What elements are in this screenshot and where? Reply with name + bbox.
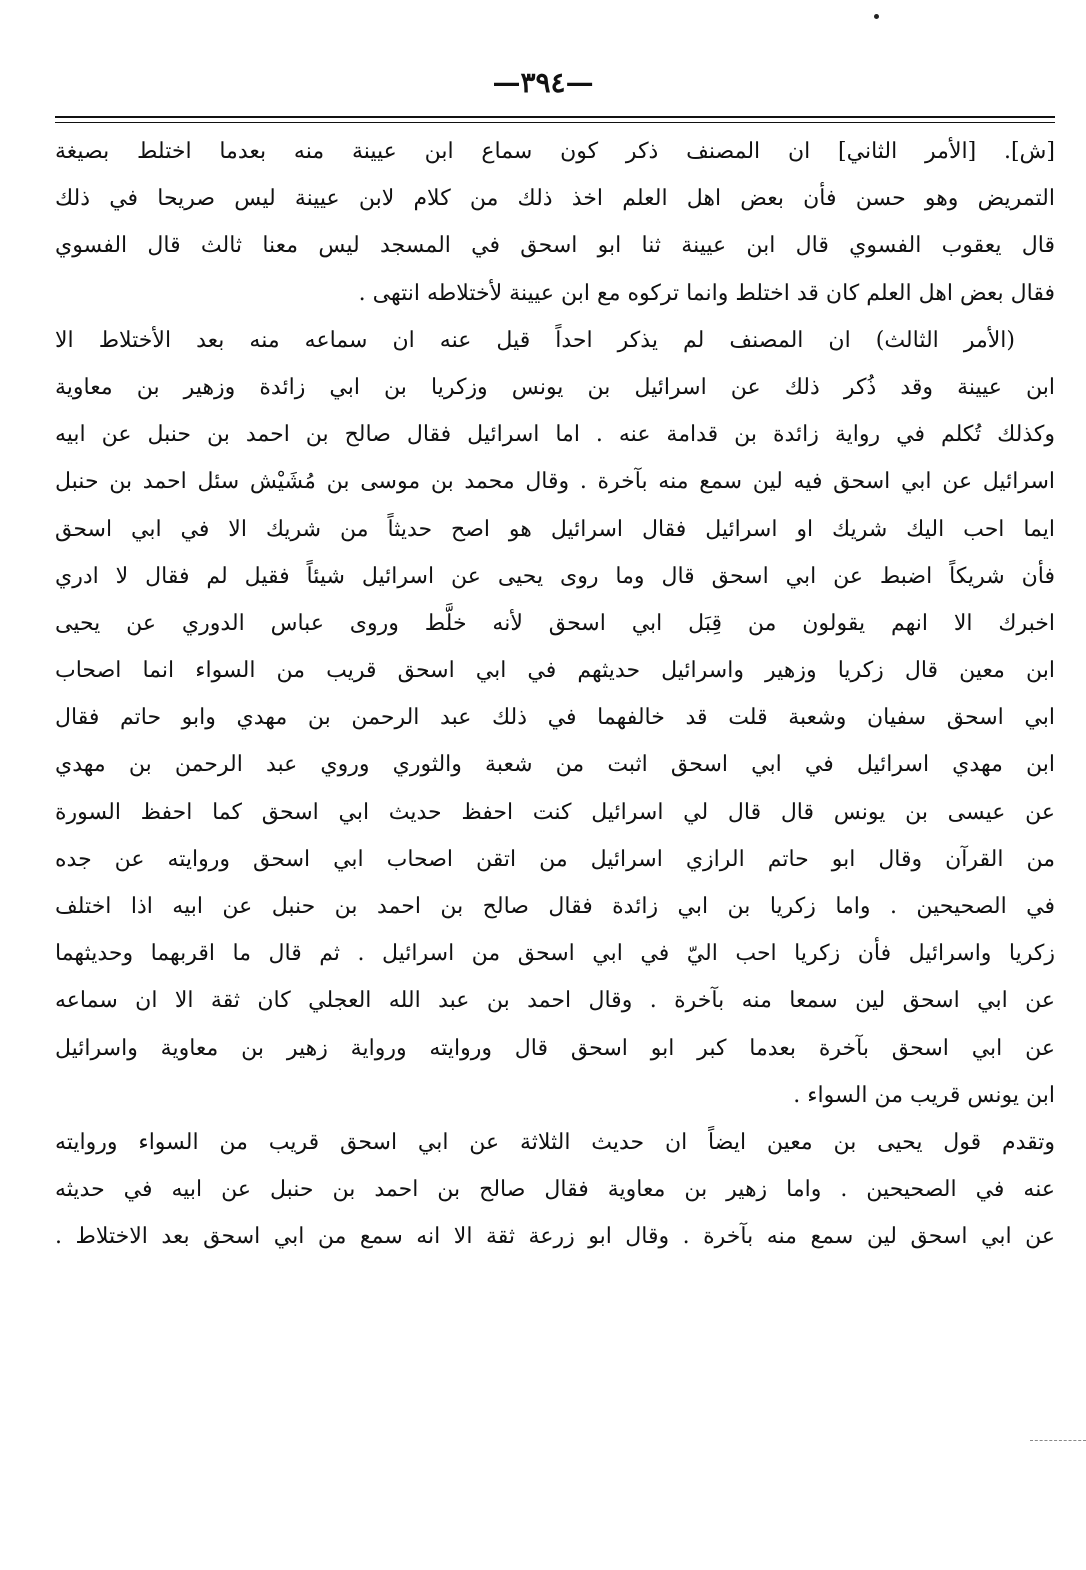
text-line: ابن معين قال زكريا وزهير واسرائيل حديثهم في ابي اسحق قريب من السواء انما اصحاب	[55, 658, 1055, 684]
text-line: وكذلك تُكلم في رواية زائدة بن قدامة عنه . اما اسرائيل فقال صالح بن احمد بن حنبل عن ابيه	[55, 422, 1055, 448]
text-line: التمريض وهو حسن فأن بعض اهل العلم اخذ ذلك من كلام لابن عيينة ليس صريحا في ذلك	[55, 186, 1055, 212]
text-line: قال يعقوب الفسوي قال ابن عيينة ثنا ابو اسحق في المسجد ليس معنا ثالث قال الفسوي	[55, 233, 1055, 259]
text-line: من القرآن وقال ابو حاتم الرازي اسرائيل من اتقن اصحاب ابي اسحق وروايته عن جده	[55, 846, 1055, 872]
header-rule-thin	[55, 122, 1055, 123]
text-line: عن ابي اسحق لين سمع منه بآخرة . وقال ابو زرعة ثقة الا انه سمع من ابي اسحق بعد الاختلاط .	[55, 1224, 1055, 1250]
text-line: اخبرك الا انهم يقولون من قِبَل ابي اسحق لأنه خلَّط وروى عباس الدوري عن يحيى	[55, 610, 1055, 636]
text-line: ابي اسحق سفيان وشعبة قلت قد خالفهما في ذلك عبد الرحمن بن مهدي وابو حاتم فقال	[55, 705, 1055, 731]
text-line: ابن يونس قريب من السواء .	[793, 1082, 1055, 1108]
text-line: ايما احب اليك شريك او اسرائيل فقال اسرائيل هو اصح حديثاً من شريك الا في ابي اسحق	[55, 516, 1055, 542]
text-line: فقال بعض اهل العلم كان قد اختلط وانما تركوه مع ابن عيينة لأختلاطه انتهى .	[358, 280, 1055, 306]
header-rule-thick	[55, 116, 1055, 118]
text-line: عن عيسى بن يونس قال قال لي اسرائيل كنت احفظ حديث ابي اسحق كما احفظ السورة	[55, 799, 1055, 825]
text-line: زكريا واسرائيل فأن زكريا احب اليّ في ابي اسحق من اسرائيل . ثم قال ما اقربهما وحديثهما	[55, 941, 1055, 967]
text-line: [ش]. [الأمر الثاني] ان المصنف ذكر كون سماع ابن عيينة منه بعدما اختلط بصيغة	[55, 139, 1055, 164]
text-line: وتقدم قول يحيى بن معين ايضاً ان حديث الثلاثة عن ابي اسحق قريب من السواء وروايته	[55, 1129, 1055, 1155]
text-line: (الأمر الثالث) ان المصنف لم يذكر احداً قيل عنه ان سماعه منه بعد الأختلاط الا	[55, 327, 1015, 353]
text-line: ابن عيينة وقد ذُكر ذلك عن اسرائيل بن يونس وزكريا بن ابي زائدة وزهير بن معاوية	[55, 374, 1055, 400]
text-line: في الصحيحين . واما زكريا بن ابي زائدة فقال صالح بن احمد بن حنبل عن ابيه اذا اختلف	[55, 894, 1055, 919]
margin-dash-mark	[1030, 1440, 1086, 1441]
commentary-text	[55, 128, 1055, 1261]
text-line: عنه في الصحيحين . واما زهير بن معاوية فقال صالح بن احمد بن حنبل عن ابيه في حديثه	[55, 1177, 1055, 1203]
stray-ink-dot	[874, 14, 879, 19]
text-line: عن ابي اسحق بآخرة بعدما كبر ابو اسحق قال وروايته ورواية زهير بن معاوية واسرائيل	[55, 1035, 1055, 1061]
page-number: —٣٩٤—	[492, 66, 594, 99]
text-line: فأن شريكاً اضبط عن ابي اسحق قال وما روى يحيى عن اسرائيل شيئاً فقيل لم فقال لا ادري	[55, 563, 1055, 589]
text-line: عن ابي اسحق لين سمعا منه بآخرة . وقال احمد بن عبد الله العجلي كان ثقة الا ان سماعه	[55, 988, 1055, 1014]
text-line: ابن مهدي اسرائيل في ابي اسحق اثبت من شعبة والثوري وروي عبد الرحمن بن مهدي	[55, 752, 1055, 778]
text-line: اسرائيل عن ابي اسحق فيه لين سمع منه بآخرة . وقال محمد بن موسى بن مُشَيْش سئل احمد بن حنبل	[55, 469, 1055, 495]
